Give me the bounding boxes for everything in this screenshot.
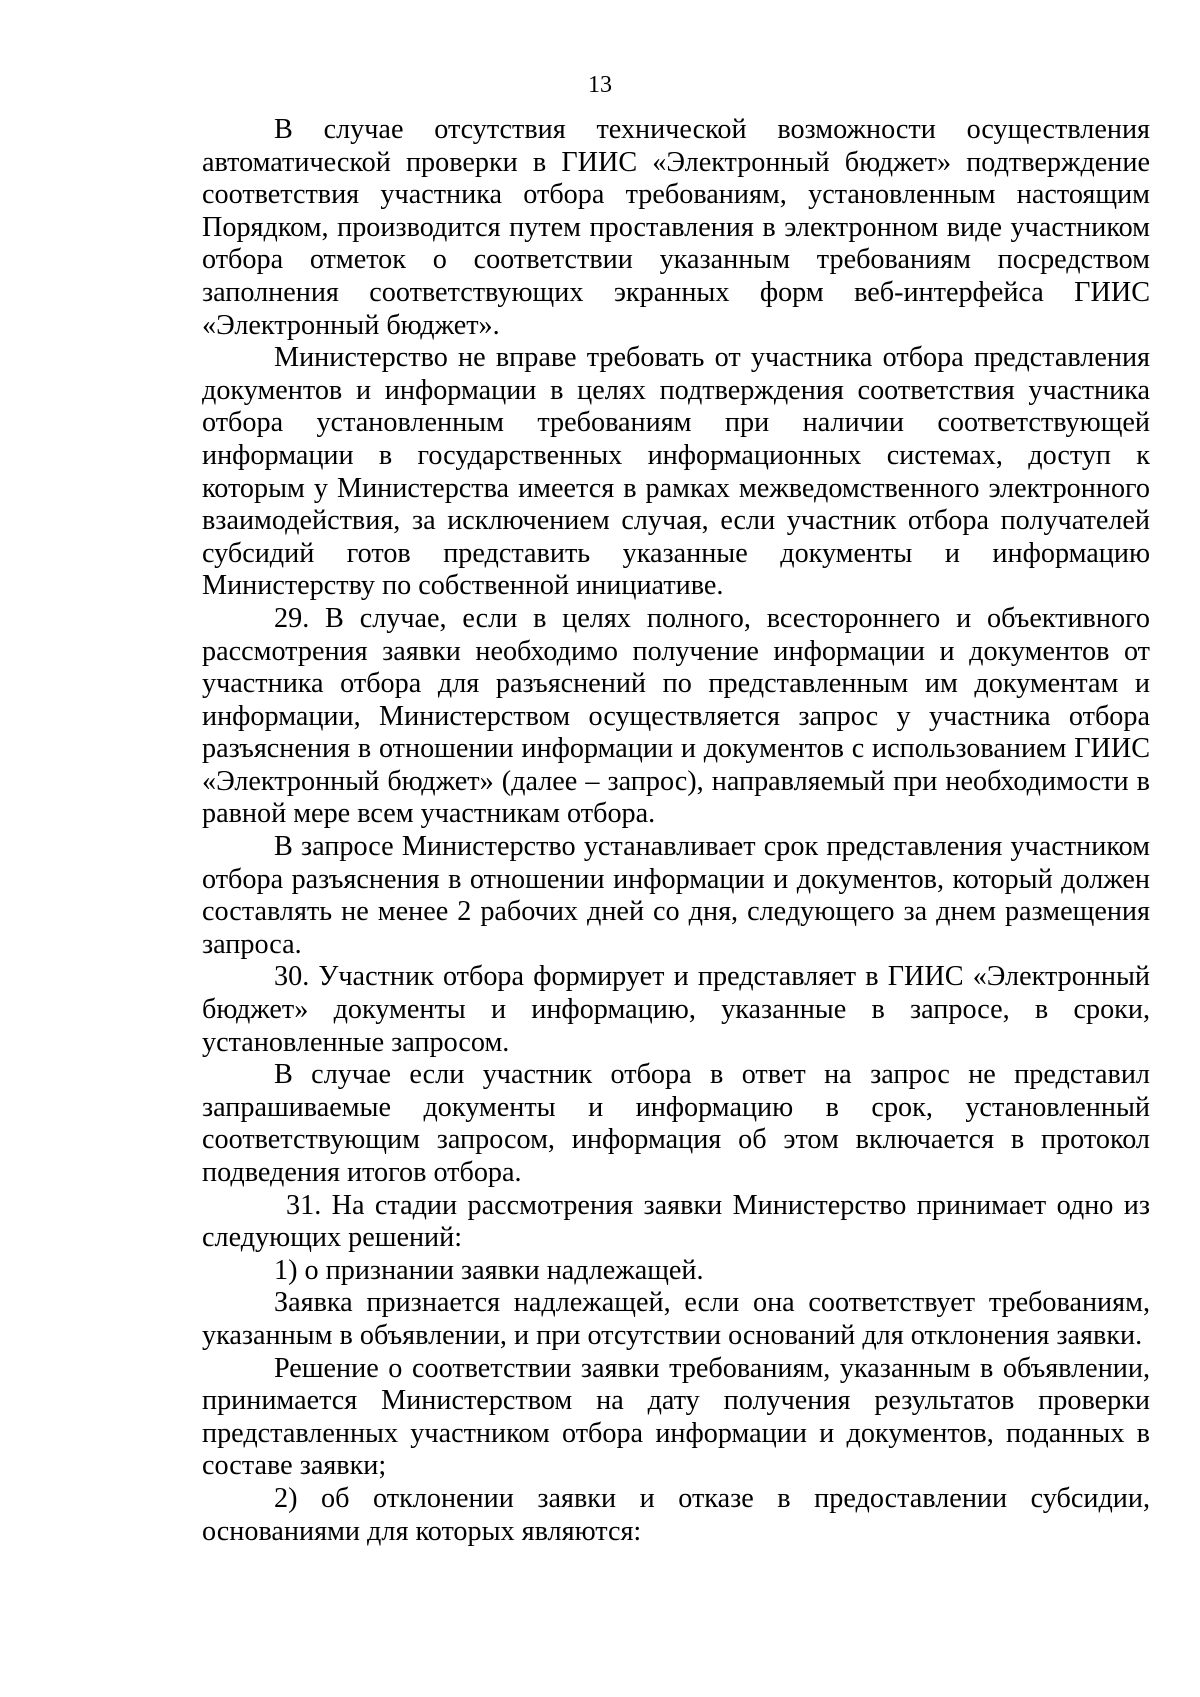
paragraph-30-participant-submits: 30. Участник отбора формирует и представляет в ГИИС «Электронный бюджет» документы и информацию, указанные в запросе, в сроки, установленные запросом.	[202, 961, 1150, 1058]
paragraph-failure-to-submit: В случае если участник отбора в ответ на запрос не представил запрашиваемые документы и информацию в срок, установленный соответствующим запросом, информация об этом включается в протокол подведения итогов отбора.	[202, 1059, 1150, 1188]
paragraph-request-deadline: В запросе Министерство устанавливает срок представления участником отбора разъяснения в отношении информации и документов, который должен составлять не менее 2 рабочих дней со дня, следующего за днем размещения запроса.	[202, 831, 1150, 960]
document-body	[202, 114, 1150, 1548]
paragraph-31-decisions: 31. На стадии рассмотрения заявки Министерство принимает одно из следующих решений:	[202, 1189, 1150, 1254]
paragraph-compliance-decision: Решение о соответствии заявки требованиям, указанным в объявлении, принимается Министерством на дату получения результатов проверки представленных участником отбора информации и документов, поданных в составе заявки;	[202, 1352, 1150, 1482]
paragraph-no-tech-possibility: В случае отсутствия технической возможности осуществления автоматической проверки в ГИИС «Электронный бюджет» подтверждение соответствия участника отбора требованиям, установленным настоящим Порядком, производится путем проставления в электронном виде участником отбора отметок о соответствии указанным требованиям посредством заполнения соответствующих экранных форм веб-интерфейса ГИИС «Электронный бюджет».	[202, 114, 1150, 341]
paragraph-ministry-not-entitled: Министерство не вправе требовать от участника отбора представления документов и информации в целях подтверждения соответствия участника отбора установленным требованиям при наличии соответствующей информации в государственных информационных системах, доступ к которым у Министерства имеется в рамках межведомственного электронного взаимодействия, за исключением случая, если участник отбора получателей субсидий готов представить указанные документы и информацию Министерству по собственной инициативе.	[202, 342, 1150, 602]
paragraph-decision-2: 2) об отклонении заявки и отказе в предоставлении субсидии, основаниями для которых являются:	[202, 1482, 1150, 1547]
paragraph-proper-application: Заявка признается надлежащей, если она соответствует требованиям, указанным в объявлении, и при отсутствии оснований для отклонения заявки.	[202, 1287, 1150, 1351]
page-number: 13	[588, 72, 612, 98]
paragraph-decision-1: 1) о признании заявки надлежащей.	[274, 1254, 704, 1286]
paragraph-29-request: 29. В случае, если в целях полного, всестороннего и объективного рассмотрения заявки необходимо получение информации и документов от участника отбора для разъяснений по представленным им документам и информации, Министерством осуществляется запрос у участника отбора разъяснения в отношении информации и документов с использованием ГИИС «Электронный бюджет» (далее – запрос), направляемый при необходимости в равной мере всем участникам отбора.	[202, 602, 1150, 830]
